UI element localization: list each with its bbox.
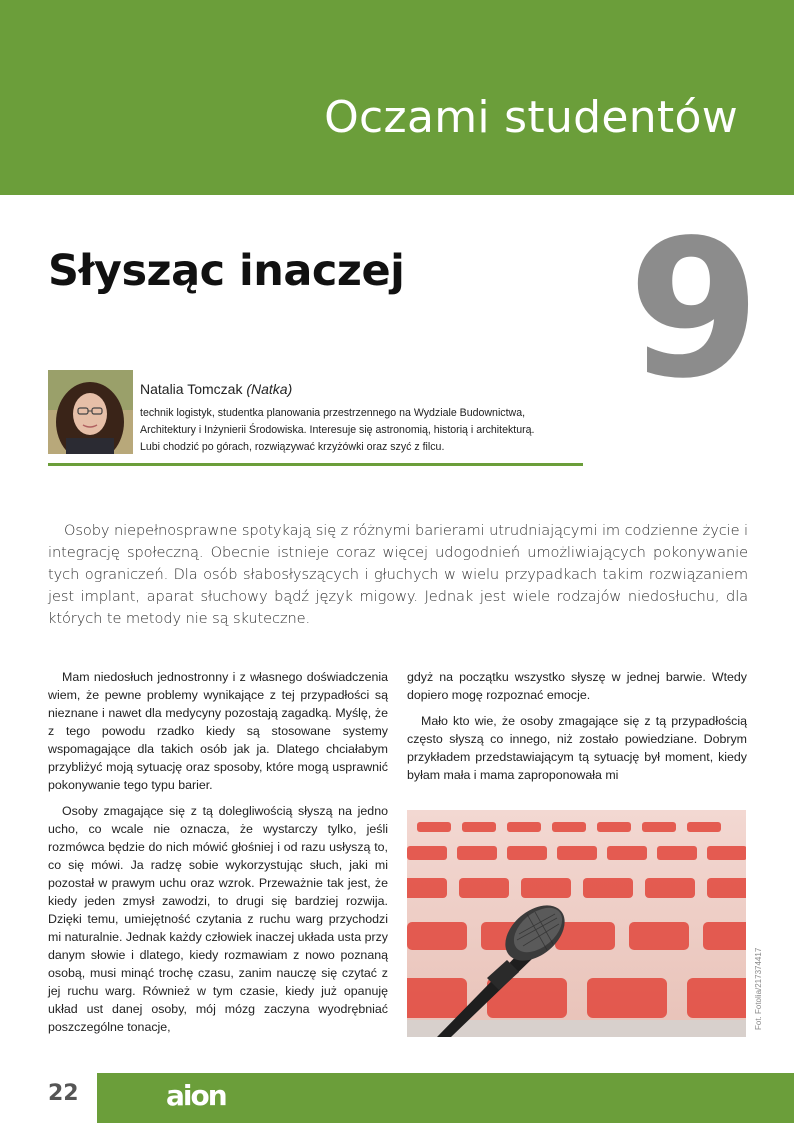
author-bio-line: Lubi chodzić po górach, rozwiązywać krzyżówki oraz szyć z filcu. [140,441,445,453]
body-paragraph: Mam niedosłuch jednostronny i z własnego doświadczenia wiem, że pewne problemy wynikające z tej przypadłości są nieznane i nawet dla medycyny pozostają zagadką. Myślę, że z tego powodu rzadko kiedy są stosowane systemy wspomagające dla takich osób jak ja. Dlatego chciałabym przybliżyć moją sytuację oraz sposoby, które mogą usprawnić pokonywanie tego typu barier. [48,670,388,792]
microphone-photo [407,810,746,1037]
logo-text: aion [166,1081,226,1111]
article-title: Słysząc inaczej [48,246,405,296]
issue-number: 9 [628,199,761,420]
aion-logo [166,1081,246,1111]
section-title: Oczami studentów [324,92,738,143]
author-nickname: (Natka) [246,381,293,397]
body-paragraph: gdyż na początku wszystko słyszę w jednej barwie. Wtedy dopiero mogę rozpoznać emocje. [407,670,747,702]
body-paragraph: Osoby zmagające się z tą dolegliwością słyszą na jedno ucho, co wcale nie oznacza, że wystarczy tylko, jeśli rozmówca będzie do nich mówić głośniej i od razu usłyszą to, co się mówi. Ja radzę sobie wykorzystując słuch, jaki mi pozostał w prawym uchu oraz wzrok. Przeważnie tak jest, że kiedy jeden zmysł zawodzi, to drugi się bardziej rozwija. Dzięki temu, umiejętność czytania z ruchu warg przychodzi mi naturalnie. Jednak każdy człowiek inaczej układa usta przy danym słowie i dlatego, kiedy rozmawiam z nowo poznaną osobą, musi minąć trochę czasu, zanim nauczę się czytać z jej ruchu warg. Również w tym czasie, kiedy już opanuję układ ust danej osoby, mój mózg zaczyna wyodrębniać poszczególne tonacje, [48,804,388,1034]
body-column-left [48,668,388,1044]
body-column-right [407,668,747,792]
body-paragraph: Mało kto wie, że osoby zmagające się z tą przypadłością często słyszą co innego, niż zostało powiedziane. Dobrym przykładem przedstawiającym tą sytuację był moment, kiedy byłam mała i mama zaproponowała mi [407,714,747,782]
author-bio-line: Architektury i Inżynierii Środowiska. Interesuje się astronomią, historią i architekturą. [140,424,535,436]
photo-credit: Fot. Fotolia/217374417 [754,947,763,1030]
author-bio-line: technik logistyk, studentka planowania przestrzennego na Wydziale Budownictwa, [140,407,526,419]
author-photo [48,370,133,454]
section-banner [0,0,794,195]
page-number: 22 [48,1081,79,1106]
author-name [140,381,292,397]
author-divider [48,463,583,466]
lead-paragraph: Osoby niepełnosprawne spotykają się z różnymi barierami utrudniającymi im codzienne życie i integrację społeczną. Obecnie istnieje coraz więcej udogodnień umożliwiających pokonywanie tych ograniczeń. Dla osób słabosłyszących i głuchych w wielu przypadkach takim rozwiązaniem jest implant, aparat słuchowy bądź język migowy. Jednak jest wiele rodzajów niedosłuchu, dla których te metody nie są skuteczne. [48,522,748,627]
author-name-text: Natalia Tomczak [140,381,243,397]
author-bio [140,405,590,456]
